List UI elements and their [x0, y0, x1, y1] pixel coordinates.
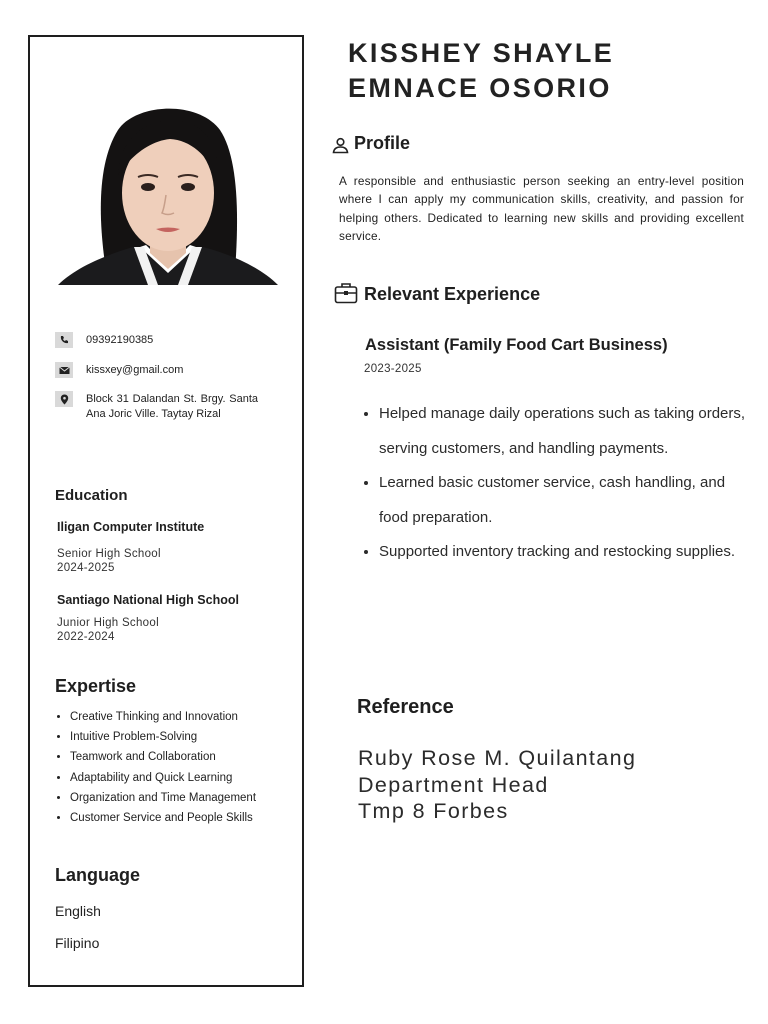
reference-heading: Reference: [357, 696, 454, 718]
contact-email: [55, 362, 255, 380]
education-school-2: Santiago National High School: [57, 593, 239, 607]
experience-bullets: [363, 397, 754, 570]
reference-company: Tmp 8 Forbes: [358, 799, 509, 823]
sidebar: [28, 35, 304, 987]
address: Block 31 Dalandan St. Brgy. Santa Ana Joric Ville. Taytay Rizal: [86, 393, 258, 420]
profile-text: A responsible and enthusiastic person seeking an entry-level position where I can apply my communication skills, creativity, and passion for helping others. Dedicated to learning new skills and providing excellent service.: [339, 174, 744, 243]
list-item: • Creative Thinking and Innovation: [70, 707, 300, 727]
education-level-1: Senior High School: [57, 548, 161, 560]
list-item: • Helped manage daily operations such as taking orders, serving customers, and handling payments.: [379, 397, 754, 466]
language-heading: Language: [55, 865, 141, 885]
job-dates: 2023-2025: [364, 363, 422, 375]
expertise-list: [54, 707, 300, 828]
education-school-1: Iligan Computer Institute: [57, 520, 205, 534]
list-item: • Adaptability and Quick Learning: [70, 768, 300, 788]
expertise-heading: Expertise: [55, 676, 137, 696]
person-icon: [332, 137, 349, 154]
profile-heading: Profile: [354, 133, 411, 153]
education-level-2: Junior High School: [57, 617, 159, 629]
language-item: English: [55, 903, 101, 919]
profile-photo: [58, 95, 278, 285]
reference-name: Ruby Rose M. Quilantang: [358, 746, 637, 770]
name-line-1: KISSHEY SHAYLE: [348, 38, 615, 68]
experience-heading: Relevant Experience: [364, 284, 541, 304]
job-title: Assistant (Family Food Cart Business): [365, 336, 668, 354]
phone-number: 09392190385: [86, 334, 154, 346]
education-heading: Education: [55, 487, 128, 504]
language-item: Filipino: [55, 935, 100, 951]
full-name: [348, 36, 648, 106]
list-item: • Customer Service and People Skills: [70, 808, 300, 828]
contact-address: [55, 391, 258, 441]
envelope-icon: [55, 362, 73, 378]
list-item: • Learned basic customer service, cash handling, and food preparation.: [379, 466, 754, 535]
list-item: • Intuitive Problem-Solving: [70, 727, 300, 747]
education-years-1: 2024-2025: [57, 562, 115, 574]
name-line-2: EMNACE OSORIO: [348, 73, 612, 103]
phone-icon: [55, 332, 73, 348]
email-address: kissxey@gmail.com: [86, 364, 184, 376]
education-years-2: 2022-2024: [57, 631, 115, 643]
briefcase-icon: [334, 282, 358, 304]
list-item: • Organization and Time Management: [70, 788, 300, 808]
reference-details: [358, 745, 636, 825]
location-pin-icon: [55, 391, 73, 407]
list-item: • Supported inventory tracking and restocking supplies.: [379, 535, 754, 570]
reference-position: Department Head: [358, 772, 549, 797]
list-item: • Teamwork and Collaboration: [70, 747, 300, 767]
contact-phone: [55, 332, 255, 350]
